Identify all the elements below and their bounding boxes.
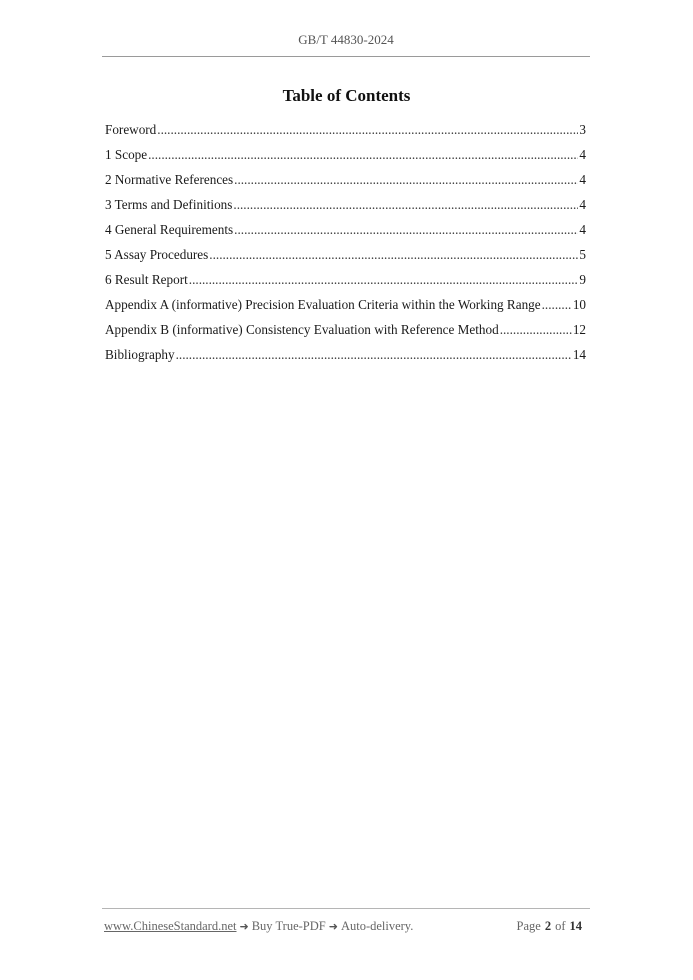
toc-entry-label: 1 Scope: [105, 147, 148, 162]
right-arrow-icon: ➜: [239, 920, 249, 933]
toc-entry-page: 14: [572, 347, 586, 362]
dot-leader: [157, 120, 578, 140]
page-header: [102, 0, 590, 57]
dot-leader: [148, 145, 578, 165]
toc-entry-assay-procedures[interactable]: [105, 245, 586, 270]
toc-entry-page: 9: [579, 272, 586, 287]
toc-entry-label: 3 Terms and Definitions: [105, 197, 233, 212]
toc-entry-label: Appendix A (informative) Precision Evaluation Criteria within the Working Range: [105, 297, 541, 312]
toc-entry-page: 4: [579, 172, 586, 187]
toc-entry-appendix-a[interactable]: [105, 295, 586, 320]
toc-entry-appendix-b[interactable]: [105, 320, 586, 345]
auto-delivery-text: Auto-delivery.: [340, 919, 414, 933]
site-link[interactable]: www.ChineseStandard.net: [104, 919, 237, 933]
toc-entry-label: 4 General Requirements: [105, 222, 234, 237]
dot-leader: [234, 170, 578, 190]
toc-entry-label: 5 Assay Procedures: [105, 247, 209, 262]
dot-leader: [500, 320, 572, 340]
toc-entry-label: Appendix B (informative) Consistency Evaluation with Reference Method: [105, 322, 499, 337]
toc-entry-label: Bibliography: [105, 347, 175, 362]
document-number: GB/T 44830-2024: [298, 32, 394, 47]
page-word: Page: [516, 919, 541, 933]
toc-entry-label: 6 Result Report: [105, 272, 188, 287]
toc-entry-label: 2 Normative References: [105, 172, 234, 187]
toc-title: Table of Contents: [282, 86, 411, 105]
toc-entry-bibliography[interactable]: [105, 345, 586, 370]
toc-entry-foreword[interactable]: [105, 120, 586, 145]
footer-promo: [104, 919, 413, 934]
dot-leader: [189, 270, 579, 290]
right-arrow-icon: ➜: [328, 920, 338, 933]
of-word: of: [555, 919, 566, 933]
toc-list: [105, 120, 586, 370]
total-pages-number: 14: [569, 919, 582, 933]
current-page-number: 2: [544, 919, 552, 933]
dot-leader: [209, 245, 578, 265]
toc-entry-page: 12: [572, 322, 586, 337]
toc-entry-page: 10: [572, 297, 586, 312]
toc-entry-general-requirements[interactable]: [105, 220, 586, 245]
dot-leader: [234, 220, 578, 240]
page-indicator: [517, 919, 586, 934]
toc-entry-scope[interactable]: [105, 145, 586, 170]
dot-leader: [542, 295, 572, 315]
dot-leader: [233, 195, 578, 215]
buy-true-pdf-text: Buy True-PDF: [251, 919, 326, 933]
toc-entry-page: 3: [579, 122, 586, 137]
toc-entry-page: 4: [579, 197, 586, 212]
dot-leader: [176, 345, 572, 365]
toc-entry-page: 4: [579, 147, 586, 162]
toc-entry-result-report[interactable]: [105, 270, 586, 295]
toc-entry-label: Foreword: [105, 122, 157, 137]
toc-entry-normative-references[interactable]: [105, 170, 586, 195]
toc-entry-terms-definitions[interactable]: [105, 195, 586, 220]
toc-entry-page: 4: [579, 222, 586, 237]
toc-entry-page: 5: [579, 247, 586, 262]
page-footer: [102, 908, 590, 939]
